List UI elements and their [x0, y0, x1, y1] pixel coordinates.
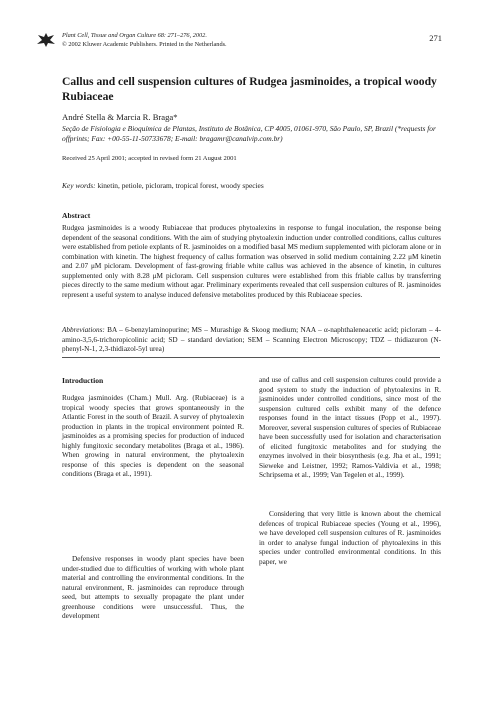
- publisher-logo-icon: [36, 32, 56, 48]
- section-divider: [62, 357, 440, 358]
- received-dates: Received 25 April 2001; accepted in revised form 21 August 2001: [62, 155, 237, 162]
- intro-paragraph-1: Rudgea jasminoides (Cham.) Mull. Arg. (Rubiaceae) is a tropical woody species that grows spontaneously in the Atlantic Forest in the south of Brazil. A survey of phytoalexin production in plants in the tropical environment pointed R. jasminoides as a promising species for production of induced highly fungitoxic secondary metabolites (Braga et al., 1986). When growing in natural environment, the phytoalexin response of this species is dependent on the seasonal conditions (Braga et al., 1991).: [62, 394, 244, 479]
- authors: André Stella & Marcia R. Braga*: [62, 112, 178, 122]
- abbreviations-text: BA – 6-benzylaminopurine; MS – Murashige & Skoog medium; NAA – α-naphthaleneacetic acid; picloram – 4-amino-3,5,6-trichoropicolinic acid; SD – standard deviation; SEM – Scanning Electron Microscopy; TDZ – thidiazuron (N-phenyl-N-1, 2,3-thidiazol-5yl urea): [62, 326, 442, 354]
- affiliation: Seção de Fisiologia e Bioquímica de Plantas, Instituto de Botânica, CP 4005, 01061-970, São Paulo, SP, Brazil (*requests for offprints; Fax: +00-55-11-50733678; E-mail: bragamr@canalvip.com.br): [62, 124, 436, 143]
- intro-paragraph-2: Defensive responses in woody plant species have been under-studied due to difficulties of working with whole plant material and controlling the environmental conditions. In the natural environment, R. jasminoides can reproduce through seed, but attempts to sexually propagate the plant under greenhouse conditions were unsuccessful. Thus, the development: [62, 555, 244, 621]
- abbreviations-label: Abbreviations:: [62, 326, 105, 334]
- abstract-text: Rudgea jasminoides is a woody Rubiaceae that produces phytoalexins in response to fungal inoculation, the response being dependent of the seasonal conditions. With the aim of studying phytoalexin induction under controlled conditions, callus cultures were established from petiole explants of R. jasminoides on a modified basal MS medium supplemented with picloram alone or in combination with kinetin. The highest frequency of callus formation was observed in solid medium containing 2.22 μM kinetin and 2.07 μM picloram. Development of fast-growing friable white callus was achieved in the absence of kinetin, in cultures supplemented only with 8.28 μM picloram. Cell suspension cultures were established from this friable callus by transferring pieces directly to the same medium without agar. Preliminary experiments revealed that cell suspension cultures of R. jasminoides represent a useful system to analyse induced defensive metabolites produced by this Rubiaceae species.: [62, 224, 441, 299]
- journal-citation: [62, 31, 227, 49]
- introduction-heading: Introduction: [62, 376, 104, 385]
- keywords-label: Key words:: [62, 181, 96, 190]
- paper-title: Callus and cell suspension cultures of Rudgea jasminoides, a tropical woody Rubiaceae: [62, 75, 437, 103]
- journal-line-1: Plant Cell, Tissue and Organ Culture 68: 271–276, 2002.: [62, 32, 207, 39]
- abbreviations: [62, 326, 441, 355]
- right-column-paragraph-1: and use of callus and cell suspension cultures could provide a good system to study the induction of phytoalexins in R. jasminoides under controlled conditions, since most of the suspension cultured cells exhibit many of the defence responses found in the intact tissues (Popp et al., 1997). Moreover, several suspension cultures of species of Rubiaceae have been successfully used for isolation and characterisation of elicited fungitoxic metabolites and for studying the enzymes involved in their biosynthesis (e.g. Jha et al., 1991; Sieweke and Leistner, 1992; Ramos-Valdivia et al., 1998; Schripsema et al., 1999; Van Tegelen et al., 1999).: [259, 376, 441, 480]
- keywords: [62, 181, 264, 190]
- right-column-paragraph-2: Considering that very little is known about the chemical defences of tropical Rubiaceae species (Young et al., 1996), we have developed cell suspension cultures of R. jasminoides in order to analyse fungal induction of phytoalexins in this species under controlled environmental conditions. In this paper, we: [259, 510, 441, 566]
- abstract-heading: Abstract: [62, 211, 91, 220]
- keywords-list: kinetin, petiole, picloram, tropical forest, woody species: [97, 181, 264, 190]
- journal-line-2: © 2002 Kluwer Academic Publishers. Printed in the Netherlands.: [62, 41, 227, 48]
- page-number: 271: [429, 33, 442, 43]
